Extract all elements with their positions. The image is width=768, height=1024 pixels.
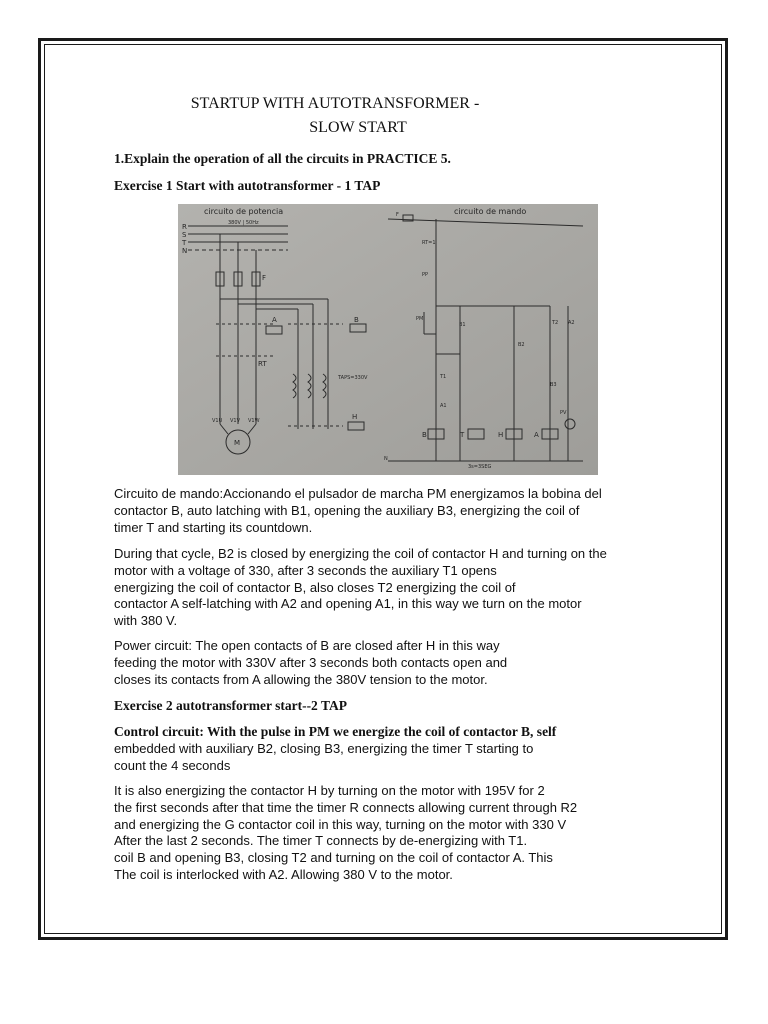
a2-label: A2 bbox=[568, 320, 575, 326]
question-heading: 1.Explain the operation of all the circuits in PRACTICE 5. bbox=[114, 151, 451, 166]
text-line: closes its contacts from A allowing the 380V tension to the motor. bbox=[114, 671, 488, 687]
text-line: After the last 2 seconds. The timer T connects by de-energizing with T1. bbox=[114, 833, 528, 849]
text-line: The coil is interlocked with A2. Allowing 380 V to the motor. bbox=[114, 866, 453, 882]
t1-label: T1 bbox=[440, 374, 447, 380]
timer-setting-label: 3s=3SEG bbox=[468, 464, 492, 470]
contactor-h-label: H bbox=[352, 413, 358, 421]
exercise-2-heading: Exercise 2 autotransformer start--2 TAP bbox=[114, 698, 347, 713]
rt-contact-label: RT=1 bbox=[422, 240, 436, 246]
text-line: energizing the coil of contactor B, also closes T2 energizing the coil of bbox=[114, 579, 516, 595]
title-line-1: STARTUP WITH AUTOTRANSFORMER - bbox=[190, 95, 480, 112]
text-line: Power circuit: The open contacts of B are closed after H in this way bbox=[114, 638, 500, 653]
text-line: and energizing the G contactor coil in this way, turning on the motor with 330 V bbox=[114, 816, 567, 832]
contactor-a-label: A bbox=[272, 316, 277, 324]
a1-label: A1 bbox=[440, 403, 447, 409]
pv-label: PV bbox=[560, 410, 567, 416]
text-line: motor with a voltage of 330, after 3 seconds the auxiliary T1 opens bbox=[114, 562, 497, 578]
coil-a-label: A bbox=[534, 431, 539, 439]
coil-h-label: H bbox=[498, 431, 504, 439]
circuit-diagram bbox=[178, 204, 598, 475]
supply-label: 380V | 50Hz bbox=[228, 220, 259, 226]
exercise-2-paragraph bbox=[114, 783, 644, 884]
power-circuit-label: circuito de potencia bbox=[204, 207, 284, 216]
text-line: During that cycle, B2 is closed by energizing the coil of contactor H and turning on the bbox=[114, 546, 607, 561]
pp-label: PP bbox=[422, 272, 429, 278]
coil-t-label: T bbox=[460, 431, 465, 439]
terminal-label-v: V1V bbox=[230, 418, 241, 424]
pm-label: PM bbox=[416, 316, 424, 322]
contactor-b-label: B bbox=[354, 316, 359, 324]
t2-label: T2 bbox=[552, 320, 559, 326]
b1-label: B1 bbox=[459, 322, 466, 328]
exercise-1-heading: Exercise 1 Start with autotransformer - 1 TAP bbox=[114, 178, 381, 193]
motor-label: M bbox=[234, 439, 241, 447]
exercise-2-control-paragraph bbox=[114, 724, 644, 774]
control-fuse-label: F bbox=[396, 212, 399, 218]
terminal-label-w: V1W bbox=[248, 418, 260, 424]
text-line: feeding the motor with 330V after 3 seconds both contacts open and bbox=[114, 654, 508, 670]
phase-label-t: T bbox=[182, 239, 187, 247]
phase-label-r: R bbox=[182, 223, 187, 231]
text-line: with 380 V. bbox=[114, 613, 178, 629]
text-line: count the 4 seconds bbox=[114, 757, 231, 773]
text-line: contactor A self-latching with A2 and opening A1, in this way we turn on the motor bbox=[114, 596, 582, 612]
terminal-label-u: V1U bbox=[212, 418, 223, 424]
control-lead-line: Control circuit: With the pulse in PM we energize the coil of contactor B, self bbox=[114, 724, 557, 739]
control-circuit-label: circuito de mando bbox=[454, 207, 527, 216]
exercise-1-paragraph-1 bbox=[114, 486, 644, 536]
text-line: embedded with auxiliary B2, closing B3, energizing the timer T starting to bbox=[114, 740, 534, 756]
control-neutral-label: N bbox=[384, 456, 388, 462]
text-line: Circuito de mando:Accionando el pulsador de marcha PM energizamos la bobina del bbox=[114, 486, 602, 501]
fuse-label: F bbox=[262, 274, 267, 282]
tap-label: TAPS=330V bbox=[338, 375, 368, 381]
exercise-1-paragraph-2 bbox=[114, 546, 644, 630]
b2-label: B2 bbox=[518, 342, 525, 348]
text-line: contactor B, auto latching with B1, opening the auxiliary B3, energizing the coil of bbox=[114, 502, 580, 518]
phase-label-s: S bbox=[182, 231, 187, 239]
relay-label: RT bbox=[258, 360, 267, 368]
exercise-1-paragraph-3 bbox=[114, 638, 644, 688]
circuit-diagram-photo bbox=[178, 204, 598, 475]
title-line-2: SLOW START bbox=[309, 119, 407, 136]
text-line: It is also energizing the contactor H by turning on the motor with 195V for 2 bbox=[114, 783, 545, 798]
text-line: timer T and starting its countdown. bbox=[114, 519, 313, 535]
text-line: coil B and opening B3, closing T2 and turning on the coil of contactor A. This bbox=[114, 850, 553, 866]
phase-label-n: N bbox=[182, 247, 188, 255]
b3-label: B3 bbox=[550, 382, 557, 388]
text-line: the first seconds after that time the timer R connects allowing current through R2 bbox=[114, 799, 578, 815]
coil-b-label: B bbox=[422, 431, 427, 439]
